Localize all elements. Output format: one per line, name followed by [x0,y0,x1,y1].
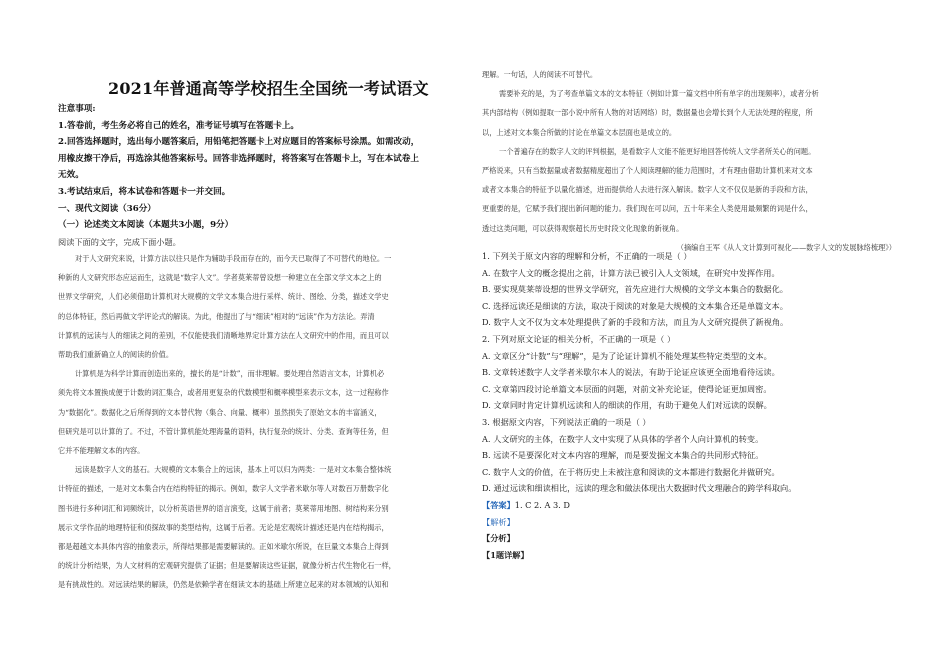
passage-right [482,65,902,257]
question-option: B. 远读不是要深化对文本内容的理解，而是要发掘文本集合的共同形式特征。 [482,450,764,461]
passage-line: 须先将文本置换成便于计数的词汇集合，或者用更复杂的代数模型和概率模型来表示文本，这一过程称作 [58,388,389,398]
passage-line: 它并不能理解文本的内容。 [58,446,145,456]
question-option: D. 文章同时肯定计算机远读和人的细读的作用，有助于避免人们对远读的误解。 [482,400,772,411]
question-option: C. 数字人文的价值，在于将历史上未被注意和阅读的文本都进行数据化并做研究。 [482,466,780,477]
page-title: 2021年普通高等学校招生全国统一考试语文 [108,79,429,98]
answer-label: 【答案】 [482,499,515,510]
passage-line: 严格说来，只有当数据量或者数据精度超出了个人阅读理解的能力范围时，才有理由借助计算机来对文本 [482,166,813,176]
question-option: B. 文章转述数字人文学者米歇尔本人的说法，有助于论证应该更全面地看待远读。 [482,367,780,378]
passage-source: （摘编自王军《从人文计算到可视化——数字人文的发展脉络梳理》） [676,242,896,252]
notice-item: 3.考试结束后，将本试卷和答题卡一并交回。 [58,186,231,197]
passage-left [58,249,473,595]
passage-line: 的总体特征，然后再做文学评论式的解读。为此，他提出了与“细读”相对的“远读”作为方法论。弄清 [58,311,375,321]
passage-line: 一个普遍存在的数字人文的评判根据，是看数字人文能不能更好地回答传统人文学者所关心的问题。 [499,146,816,156]
reading-instruction: 阅读下面的文字，完成下面小题。 [58,236,181,247]
passage-line: 的统计分析结果，为人文材料的宏观研究提供了证据；但是要解读这些证据，就像分析古代生物化石一样， [58,561,396,571]
question-stem: 2. 下列对原文论证的相关分析，不正确的一项是（ ） [482,333,676,344]
question-stem: 3. 根据原文内容，下列说法正确的一项是（ ） [482,416,651,427]
passage-line: 种新的人文研究形态应运而生，这就是“数字人文”。学者莫莱蒂曾设想一种建立在全部文学文本之上的 [58,273,382,283]
notice-item: 无效。 [58,170,84,181]
passage-line: 以，上述对文本集合所做的讨论在单篇文本层面也是成立的。 [482,127,677,137]
passage-line: 但研究是可以计算的了。不过，不管计算机能处理海量的语料，执行复杂的统计、分类、查询等任务，但 [58,426,389,436]
notice-block [58,101,473,250]
analysis-label: 【解析】 [482,516,515,527]
section-heading: 一、现代文阅读（36分） [58,203,156,214]
question-option: C. 选择远读还是细读的方法，取决于阅读的对象是大规模的文本集合还是单篇文本。 [482,300,788,311]
question-option: A. 在数字人文的概念提出之前，计算方法已被引入人文领域，在研究中发挥作用。 [482,267,780,278]
passage-line: 是有挑战性的。对远读结果的解读，仍然是依赖学者在细读文本的基础上所建立起来的对本领域的认知和 [58,580,389,590]
question-option: D. 通过远读和细读相比，远读的理念和做法体现出大数据时代文理融合的跨学科取向。 [482,483,797,494]
passage-line: 计特征的描述，一是对文本集合内在结构特征的揭示。例如，数字人文学者米歇尔等人对数百万册数字化 [58,484,389,494]
passage-line: 更重要的是，它赋予我们提出新问题的能力。我们现在可以问，五十年来全人类使用最频繁的词是什么， [482,204,813,214]
passage-line: 或者文本集合的特征予以量化描述，进而提供给人去进行深入解读。数字人文不仅仅是新的手段和方法， [482,185,813,195]
notice-item: 用橡皮擦干净后，再选涂其他答案标号。回答非选择题时，将答案写在答题卡上，写在本试卷上 [58,153,419,164]
questions-block [482,248,902,563]
notice-item: 1.答卷前，考生务必将自己的姓名，准考证号填写在答题卡上。 [58,120,300,131]
question-option: B. 要实现莫莱蒂设想的世界文学研究，首先应进行大规模的文学文本集合的数据化。 [482,284,788,295]
passage-line: 理解。一句话，人的阅读不可替代。 [482,70,598,79]
question-option: A. 人文研究的主体，在数字人文中实现了从具体的学者个人向计算机的转变。 [482,433,764,444]
passage-line: 计算机的远读与人的细读之间的差别，不仅能使我们清晰地界定计算方法在人文研究中的作用，而且可以 [58,330,389,340]
answer-line [482,497,902,514]
sub-section-heading: （一）论述类文本阅读（本题共3小题，9分） [58,220,234,231]
passage-line: 帮助我们重新确立人的阅读的价值。 [58,350,174,360]
passage-line: 需要补充的是，为了考查单篇文本的文本特征（例如计算一篇文档中所有单字的出现频率），或者分析 [499,89,819,99]
analysis-detail-heading: 【1题详解】 [482,549,529,560]
question-option: D. 数字人文不仅为文本处理提供了新的手段和方法，而且为人文研究提供了新视角。 [482,317,789,328]
notice-heading: 注意事项: [58,104,96,114]
notice-item: 2.回答选择题时，选出每小题答案后，用铅笔把答题卡上对应题目的答案标号涂黑。如需改动， [58,137,420,148]
question-option: C. 文章第四段讨论单篇文本层面的问题，对前文补充论证，使得论证更加周密。 [482,383,772,394]
passage-line: 计算机是为科学计算而创造出来的，擅长的是“计数”，而非理解。要处理自然语言文本，计算机必 [75,369,385,379]
passage-line: 远读是数字人文的基石。大规模的文本集合上的远读，基本上可以归为两类：一是对文本集合整体统 [75,465,392,475]
answer-text: 1. C 2. A 3. D [514,499,570,510]
passage-line: 展示文学作品的地理特征和侦探故事的类型结构，这属于后者。无论是宏观统计描述还是内在结构揭示， [58,522,389,532]
passage-line: 其内部结构（例如提取一部小说中所有人物的对话网络）时，数据量也会增长到个人无法处理的程度，所 [482,108,813,118]
passage-line: 透过这类问题，可以获得观察超长历史时段文化现象的新视角。 [482,223,684,233]
passage-line: 世界文学研究，人们必须借助计算机对大规模的文学文本集合进行采样、统计、图绘、分类，描述文学史 [58,292,389,302]
passage-line: 对于人文研究来说，计算方法以往只是作为辅助手段而存在的，而今天已取得了不可替代的地位。一 [75,254,392,263]
passage-line: 图书进行多种词汇和词频统计，以分析英语世界的语言演变，这属于前者；莫莱蒂用地图、树结构来分别 [58,503,389,513]
question-stem: 1. 下列关于原文内容的理解和分析，不正确的一项是（ ） [482,251,692,261]
passage-line: 都是超越文本具体内容的抽象表示，所得结果都是需要解读的。正如米歇尔所说，在巨量文本集合上得到 [58,542,389,552]
passage-line: 为“数据化”。数据化之后所得到的文本替代物（集合、向量、概率）虽然损失了原始文本的丰富涵义， [58,407,382,417]
question-option: A. 文章区分“计数”与“理解”，是为了论证计算机不能处理某些特定类型的文本。 [482,350,772,361]
analysis-sub-heading: 【分析】 [482,533,515,544]
